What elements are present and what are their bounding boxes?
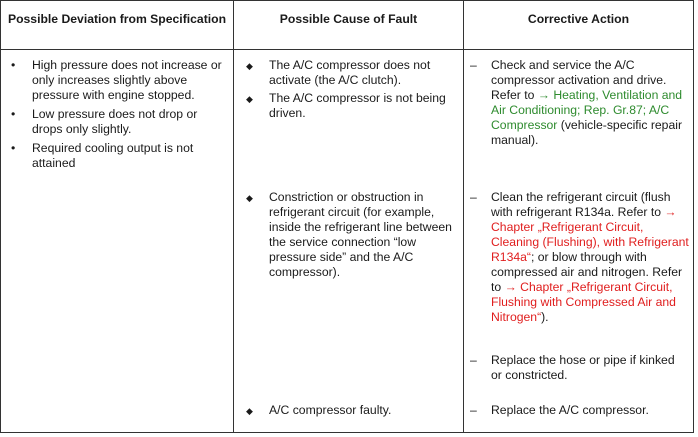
action-text: ). (541, 310, 549, 324)
diamond-icon: ◆ (246, 61, 253, 71)
action-item (491, 58, 691, 148)
link-hvac-compressor[interactable]: → Heating, Ventilation and Air Conditioning; Rep. Gr.87; A/C Compressor (491, 88, 683, 132)
dash-icon: – (470, 403, 477, 417)
column-divider-2 (463, 1, 464, 432)
dash-icon: – (470, 353, 477, 367)
action-item: Replace the hose or pipe if kinked or constricted. (491, 353, 675, 382)
deviation-item: Required cooling output is not attained (32, 141, 194, 170)
bullet-icon: • (11, 141, 16, 155)
cause-item: A/C compressor faulty. (269, 403, 392, 417)
cause-item: The A/C compressor is not being driven. (269, 91, 446, 120)
diamond-icon: ◆ (246, 193, 253, 203)
action-text: Check and service the A/C compressor activation and drive. Refer to (491, 58, 667, 102)
cause-item: Constriction or obstruction in refrigerant circuit (for example, inside the refrigerant line between the service connection “low pressure side” and the A/C compressor). (269, 190, 452, 279)
bullet-icon: • (11, 107, 16, 121)
action-item (491, 190, 691, 325)
action-item: Replace the A/C compressor. (491, 403, 649, 417)
diamond-icon: ◆ (246, 406, 253, 416)
header-action: Corrective Action (527, 12, 630, 26)
header-deviation: Possible Deviation from Specification (7, 12, 227, 26)
deviation-item: Low pressure does not drop or drops only slightly. (32, 107, 198, 136)
deviation-item: High pressure does not increase or only increases slightly above pressure with engine stopped. (32, 58, 222, 102)
dash-icon: – (470, 190, 477, 204)
action-text: (vehicle-specific repair manual). (491, 118, 683, 147)
column-divider-1 (233, 1, 234, 432)
link-compressed-air-flushing[interactable]: → Chapter „Refrigerant Circuit, Flushing with Compressed Air and Nitrogen“ (491, 280, 676, 324)
dash-icon: – (470, 58, 477, 72)
cause-item: The A/C compressor does not activate (the A/C clutch). (269, 58, 431, 87)
link-refrigerant-flushing[interactable]: → Chapter „Refrigerant Circuit, Cleaning (Flushing), with Refrigerant R134a“ (491, 205, 689, 264)
action-text: ; or blow through with compressed air and nitrogen. Refer to (491, 250, 683, 294)
action-text: Clean the refrigerant circuit (flush with refrigerant R134a. Refer to (491, 190, 671, 219)
header-cause: Possible Cause of Fault (279, 12, 418, 26)
diamond-icon: ◆ (246, 94, 253, 104)
bullet-icon: • (11, 58, 16, 72)
